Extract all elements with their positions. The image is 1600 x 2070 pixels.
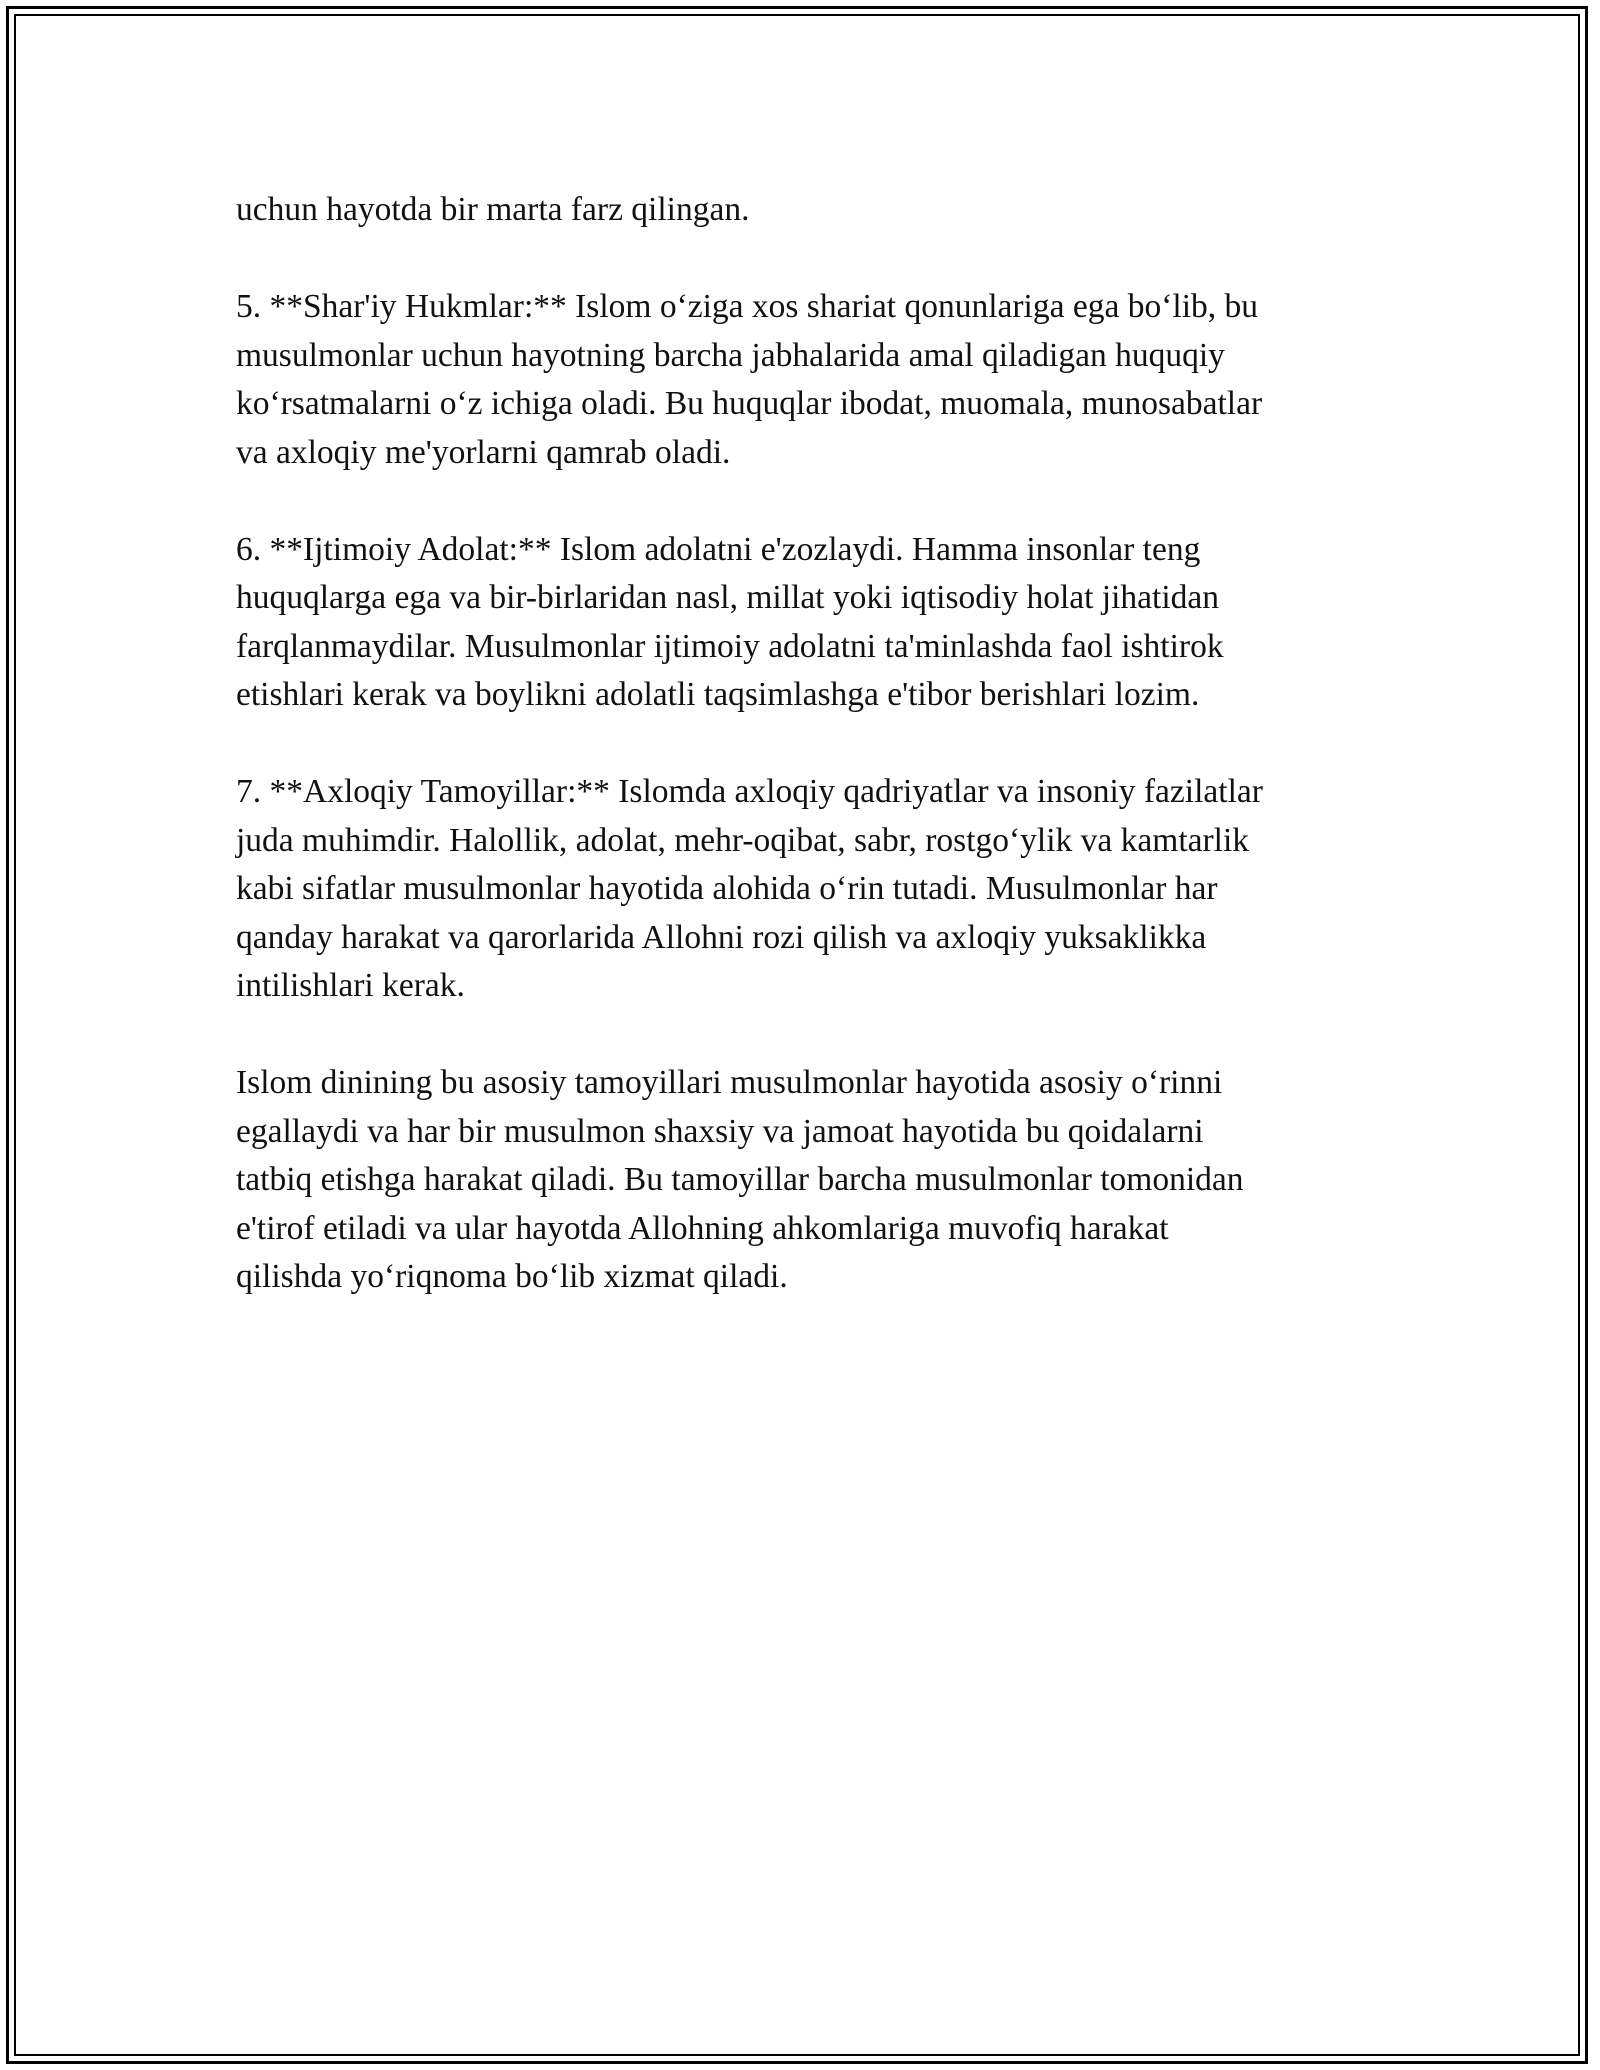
text-line: kabi sifatlar musulmonlar hayotida alohida o‘rin tutadi. Musulmonlar har (236, 870, 1218, 907)
text-line: farqlanmaydilar. Musulmonlar ijtimoiy adolatni ta'minlashda faol ishtirok (236, 627, 1224, 665)
paragraph-conclusion (236, 1059, 1386, 1302)
text-line: 6. **Ijtimoiy Adolat:** Islom adolatni e'zozlaydi. Hamma insonlar teng (236, 530, 1201, 568)
text-line: e'tirof etiladi va ular hayotda Allohning ahkomlariga muvofiq harakat (236, 1209, 1169, 1247)
text-line: qanday harakat va qarorlarida Allohni rozi qilish va axloqiy yuksaklikka (236, 918, 1207, 956)
text-line: qilishda yo‘riqnoma bo‘lib xizmat qiladi. (236, 1258, 788, 1295)
paragraph-item-5 (236, 283, 1386, 477)
paragraph-continuation (236, 186, 1386, 235)
text-line: huquqlarga ega va bir-birlaridan nasl, millat yoki iqtisodiy holat jihatidan (236, 579, 1220, 616)
text-line: Islom dinining bu asosiy tamoyillari musulmonlar hayotida asosiy o‘rinni (236, 1064, 1223, 1101)
text-line: musulmonlar uchun hayotning barcha jabhalarida amal qiladigan huquqiy (236, 336, 1225, 374)
text-line: juda muhimdir. Halollik, adolat, mehr-oqibat, sabr, rostgo‘ylik va kamtarlik (236, 821, 1250, 859)
text-line: tatbiq etishga harakat qiladi. Bu tamoyillar barcha musulmonlar tomonidan (236, 1161, 1244, 1198)
text-line: 7. **Axloqiy Tamoyillar:** Islomda axloqiy qadriyatlar va insoniy fazilatlar (236, 773, 1263, 810)
text-line: etishlari kerak va boylikni adolatli taqsimlashga e'tibor berishlari lozim. (236, 676, 1200, 713)
text-line: intilishlari kerak. (236, 967, 465, 1004)
paragraph-item-7 (236, 768, 1386, 1011)
text-line: egallaydi va har bir musulmon shaxsiy va jamoat hayotida bu qoidalarni (236, 1112, 1204, 1150)
document-body (236, 186, 1386, 1350)
text-line: 5. **Shar'iy Hukmlar:** Islom o‘ziga xos shariat qonunlariga ega bo‘lib, bu (236, 288, 1258, 325)
text-line: uchun hayotda bir marta farz qilingan. (236, 191, 750, 228)
text-line: ko‘rsatmalarni o‘z ichiga oladi. Bu huquqlar ibodat, muomala, munosabatlar (236, 385, 1263, 422)
paragraph-item-6 (236, 526, 1386, 720)
text-line: va axloqiy me'yorlarni qamrab oladi. (236, 433, 731, 471)
